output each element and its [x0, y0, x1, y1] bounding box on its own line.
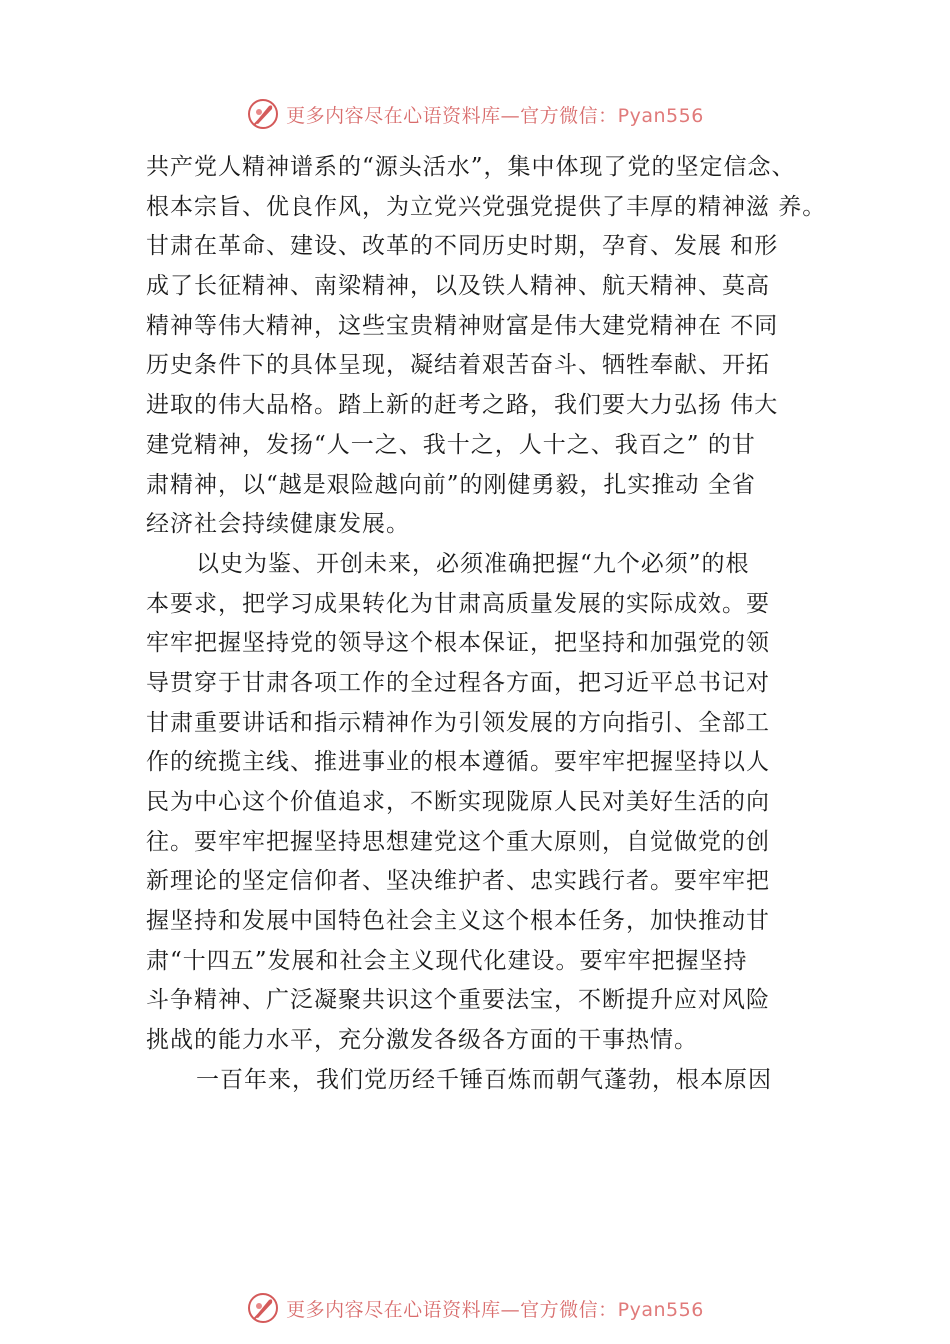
- watermark-text: 更多内容尽在心语资料库—官方微信：: [286, 1298, 618, 1321]
- text-line: 建党精神，发扬“人一之、我十之，人十之、我百之” 的甘: [146, 431, 756, 458]
- watermark-wechat-id: Pyan556: [617, 104, 704, 127]
- document-body: [146, 148, 826, 1101]
- watermark-text: 更多内容尽在心语资料库—官方微信：: [286, 104, 618, 127]
- text-line: 精神等伟大精神，这些宝贵精神财富是伟大建党精神在 不同: [146, 312, 779, 339]
- text-line: 一百年来，我们党历经千锤百炼而朝气蓬勃，根本原因: [196, 1066, 772, 1093]
- text-line: 肃“十四五”发展和社会主义现代化建设。要牢牢把握坚持: [146, 947, 748, 974]
- text-line: 进取的伟大品格。踏上新的赶考之路，我们要大力弘扬 伟大: [146, 392, 779, 419]
- text-line: 经济社会持续健康发展。: [146, 511, 410, 538]
- watermark-header: [0, 94, 950, 134]
- watermark-wechat-id: Pyan556: [617, 1298, 704, 1321]
- text-line: 以史为鉴、开创未来，必须准确把握“九个必须”的根: [196, 550, 750, 577]
- text-line: 斗争精神、广泛凝聚共识这个重要法宝，不断提升应对风险: [146, 987, 770, 1014]
- text-line: 导贯穿于甘肃各项工作的全过程各方面，把习近平总书记对: [146, 669, 770, 696]
- text-line: 共产党人精神谱系的“源头活水”，集中体现了党的坚定信念、: [146, 154, 796, 180]
- text-line: 肃精神，以“越是艰险越向前”的刚健勇毅，扎实推动 全省: [146, 471, 756, 498]
- text-line: 根本宗旨、优良作风，为立党兴党强党提供了丰厚的精神滋 养。: [146, 193, 827, 220]
- text-line: 成了长征精神、南梁精神，以及铁人精神、航天精神、莫高: [146, 273, 770, 300]
- text-line: 往。要牢牢把握坚持思想建党这个重大原则，自觉做党的创: [146, 828, 770, 855]
- text-line: 民为中心这个价值追求，不断实现陇原人民对美好生活的向: [146, 789, 770, 815]
- text-line: 新理论的坚定信仰者、坚决维护者、忠实践行者。要牢牢把: [146, 868, 770, 895]
- feather-pen-logo-icon: [246, 97, 280, 131]
- text-line: 挑战的能力水平，充分激发各级各方面的干事热情。: [146, 1027, 698, 1054]
- text-line: 牢牢把握坚持党的领导这个根本保证，把坚持和加强党的领: [146, 630, 770, 657]
- watermark-footer: [0, 1288, 950, 1328]
- text-line: 握坚持和发展中国特色社会主义这个根本任务，加快推动甘: [146, 908, 770, 935]
- text-line: 历史条件下的具体呈现，凝结着艰苦奋斗、牺牲奉献、开拓: [146, 352, 770, 379]
- text-line: 作的统揽主线、推进事业的根本遵循。要牢牢把握坚持以人: [146, 749, 770, 776]
- text-line: 甘肃重要讲话和指示精神作为引领发展的方向指引、全部工: [146, 709, 770, 736]
- text-line: 甘肃在革命、建设、改革的不同历史时期，孕育、发展 和形: [146, 233, 779, 260]
- text-line: 本要求，把学习成果转化为甘肃高质量发展的实际成效。要: [146, 590, 770, 617]
- feather-pen-logo-icon: [246, 1291, 280, 1325]
